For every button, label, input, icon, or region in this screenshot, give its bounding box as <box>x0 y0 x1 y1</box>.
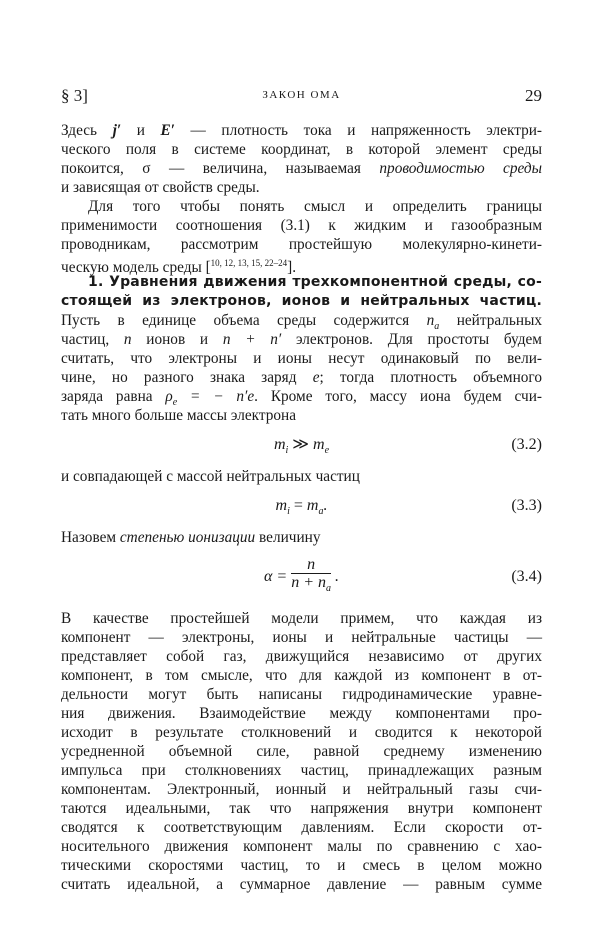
text-line: усредненной объемной силе, равной среднему изменению <box>61 743 542 760</box>
text-span: покоится, σ — величина, называемая <box>61 160 380 177</box>
math-subscript: a <box>318 506 324 518</box>
citation-refs: 10, 12, 13, 15, 22–24 <box>210 258 288 268</box>
paragraph <box>61 197 542 277</box>
paragraph <box>61 311 542 425</box>
text-line: применимости соотношения (3.1) к жидким и газообразным <box>61 217 542 234</box>
equation-3-3 <box>61 496 542 518</box>
text-span: Здесь <box>61 122 113 139</box>
text-line: считать, что электроны и ионы несут одинаковый по вели- <box>61 350 542 367</box>
term-ionization-degree: степенью ионизации <box>119 529 256 546</box>
text-line <box>61 330 542 349</box>
text-span: чине, но разного знака заряд <box>61 369 297 386</box>
page-number: 29 <box>525 86 542 105</box>
math-symbol: ρ <box>165 388 173 405</box>
math-n-plus-n-prime: n + n′ <box>222 331 282 348</box>
text-span: нейтральных <box>456 312 543 329</box>
paragraph <box>61 121 542 197</box>
math-punctuation: . <box>331 567 339 585</box>
math-operator: ≫ <box>288 436 314 453</box>
math-symbol: m <box>306 497 319 514</box>
equation-expression <box>61 557 542 597</box>
math-expression: n + n <box>291 574 326 591</box>
text-span: частиц, <box>61 331 110 348</box>
text-line <box>61 368 542 387</box>
fraction-numerator: n <box>291 557 331 574</box>
math-subscript: a <box>434 321 440 333</box>
math-subscript: i <box>287 506 290 518</box>
text-line: компонент, в том смысле, что для каждой из компонент в от- <box>61 667 542 684</box>
text-line <box>61 159 542 178</box>
text-line: исходит в результате столкновений и сводится к некоторой <box>61 724 542 741</box>
equation-number: (3.4) <box>511 568 542 585</box>
text-line: тическими скоростями частиц, то и смесь в целом можно <box>61 857 542 874</box>
math-subscript: e <box>172 397 178 409</box>
math-symbol: m <box>313 436 325 453</box>
text-span: электронов. Для простоты будем <box>296 331 542 348</box>
text-line: и совпадающей с массой нейтральных частиц <box>61 468 360 485</box>
math-j-prime: j′ <box>112 122 122 139</box>
text-span: заряда равна <box>61 388 153 405</box>
text-line: сводятся к соответствующим давлениям. Если скорости от- <box>61 819 542 836</box>
text-line <box>61 528 542 547</box>
equation-3-4 <box>61 557 542 595</box>
math-expression: = − n′e <box>177 388 255 405</box>
math-punctuation: . <box>323 497 328 514</box>
text-span: — плотность тока и напряженность электри- <box>174 122 542 139</box>
running-head <box>61 86 542 108</box>
text-line: носительного движения компонент малы по сравнению с хао- <box>61 838 542 855</box>
text-line: тать много больше массы электрона <box>61 407 296 424</box>
math-n-a <box>426 312 440 333</box>
text-line: В качестве простейшей модели примем, что каждая из <box>61 610 542 627</box>
text-line: представляет собой газ, движущийся независимо от других <box>61 648 542 665</box>
math-subscript: a <box>326 583 331 595</box>
equation-expression <box>61 496 542 521</box>
fraction <box>291 557 331 597</box>
text-span: ; тогда плотность объемного <box>319 369 542 386</box>
equation-expression <box>61 435 542 460</box>
equation-number: (3.3) <box>511 497 542 514</box>
text-span: Пусть в единице объема среды содержится <box>61 312 410 329</box>
math-subscript: e <box>324 445 330 457</box>
text-span: . Кроме того, массу иона будем счи- <box>254 388 542 405</box>
term-conductivity: проводимостью среды <box>379 160 543 177</box>
text-line: ческую модель среды [$^{10, 12, 13, 15, 22-24}$]. <box>61 258 297 277</box>
math-symbol: n <box>426 312 435 329</box>
page-body <box>61 121 542 894</box>
math-symbol: m <box>273 436 286 453</box>
text-line: таются идеальными, так что напряжения внутри компонент <box>61 800 542 817</box>
text-line <box>61 311 543 333</box>
math-lhs: α = <box>264 567 292 585</box>
text-line: ческого поля в системе координат, в которой элемент среды <box>61 141 542 158</box>
text-span: ческую модель среды <box>61 259 202 277</box>
paragraph <box>61 609 542 894</box>
text-line: проводникам, рассмотрим простейшую молекулярно-кинети- <box>61 236 542 253</box>
math-E-prime: E′ <box>160 122 175 139</box>
math-subscript: i <box>285 445 289 457</box>
text-line <box>61 387 542 409</box>
text-line: считать идеальной, а суммарное давление — равным сумме <box>61 876 542 893</box>
fraction-denominator <box>291 574 331 597</box>
text-span: и <box>121 122 161 139</box>
math-rho-e <box>165 388 255 409</box>
section-heading <box>61 273 542 311</box>
text-line: компонентам. Электронный, ионный и нейтральный газы счи- <box>61 781 542 798</box>
text-span: ионов и <box>146 331 209 348</box>
equation-3-2 <box>61 435 542 457</box>
text-line: компонент — электроны, ионы и нейтральные частицы — <box>61 629 542 646</box>
section-marker: § 3] <box>61 86 88 105</box>
text-line: ния движения. Взаимодействие между компонентами про- <box>61 705 542 722</box>
math-e: e <box>312 369 320 386</box>
heading-line: стоящей из электронов, ионов и нейтральных частиц. <box>61 293 542 309</box>
math-operator: = <box>289 497 307 514</box>
text-span: величину <box>259 529 321 546</box>
heading-line: 1. Уравнения движения трехкомпонентной среды, со- <box>88 274 542 290</box>
text-line: импульса при столкновениях частиц, принадлежащих разным <box>61 762 542 779</box>
text-line <box>61 121 542 140</box>
text-line: и зависящая от свойств среды. <box>61 179 260 196</box>
math-symbol: m <box>275 497 288 514</box>
text-span: Назовем <box>61 529 117 546</box>
text-line: дельности могут быть написаны гидродинамические уравне- <box>61 686 542 703</box>
equation-number: (3.2) <box>511 436 542 453</box>
book-page <box>61 86 542 894</box>
chapter-title: ЗАКОН ОМА <box>262 89 341 101</box>
math-n: n <box>123 331 132 348</box>
text-line: Для того чтобы понять смысл и определить границы <box>88 198 542 215</box>
